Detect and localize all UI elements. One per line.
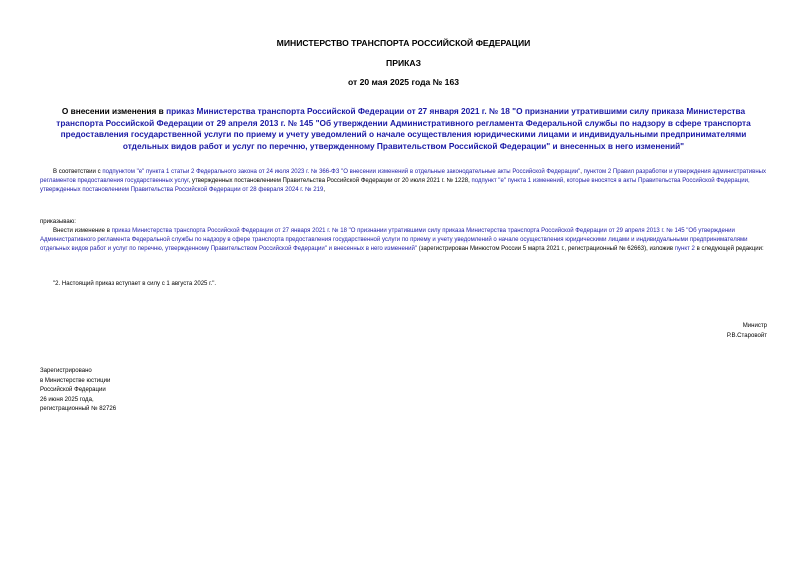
ministry-heading: МИНИСТЕРСТВО ТРАНСПОРТА РОССИЙСКОЙ ФЕДЕРАЦИИ bbox=[276, 38, 531, 48]
signer-name: Р.В.Старовойт bbox=[726, 332, 767, 339]
registration-line-3: Российской Федерации bbox=[40, 387, 106, 394]
signer-position: Министр bbox=[742, 323, 767, 329]
registration-line-1: Зарегистрировано bbox=[40, 368, 92, 374]
document-type: ПРИКАЗ bbox=[386, 58, 421, 68]
registration-line-2: в Министерстве юстиции bbox=[40, 377, 111, 384]
p1-link-federal-law[interactable]: подпунктом "е" пункта 1 статьи 2 Федерального закона от 24 июля 2023 г. № 366-ФЗ "О внесении изменений в отдельные законодательные акты Российской Федерации" bbox=[102, 169, 581, 175]
p3-text-b: (зарегистрирован Минюстом России 5 марта 2021 г., регистрационный № 62663), изложив bbox=[417, 246, 675, 253]
p1-text-d: , bbox=[323, 187, 326, 194]
registration-line-5: регистрационный № 82726 bbox=[40, 406, 117, 413]
document-date-number: от 20 мая 2025 года № 163 bbox=[347, 77, 460, 87]
p3-text-c: в следующей редакции: bbox=[694, 246, 764, 253]
amendment-paragraph bbox=[40, 227, 769, 255]
p1-text-a: В соответствии с bbox=[53, 169, 103, 175]
p3-text-a: Внести изменение в bbox=[53, 228, 112, 234]
order-word: приказываю: bbox=[40, 219, 76, 225]
registration-block bbox=[40, 367, 116, 415]
registration-line-4: 26 июня 2025 года, bbox=[40, 396, 94, 403]
signature-block bbox=[727, 322, 767, 341]
p1-link-changes[interactable]: подпункт "е" пункта 1 изменений, которые вносятся в акты Правительства Российской Федерации, утвержденных постановлением Правительства Российской Федерации от 28 февраля 2024 г. № 219 bbox=[40, 178, 750, 194]
title-prefix: О внесении изменения в bbox=[61, 106, 167, 116]
title-link[interactable]: приказ Министерства транспорта Российской Федерации от 27 января 2021 г. № 18 "О признании утратившими силу приказа Министерства транспорта Российской Федерации от 29 апреля 2013 г. № 145 "Об утверждении Административного регламента Федеральной службы по надзору в сфере транспорта предоставления государственной услуги по приему и учету уведомлений о начале осуществления юридическими лицами и индивидуальными предпринимателями отдельных видов работ и услуг по перечню, утвержденному Правительством Российской Федерации" и внесенных в него изменений" bbox=[56, 106, 751, 151]
p3-link-order[interactable]: приказ Министерства транспорта Российской Федерации от 27 января 2021 г. № 18 "О признании утратившими силу приказа Министерства транспорта Российской Федерации от 29 апреля 2013 г. № 145 "Об утверждении Административного регламента Федеральной службы по надзору в сфере транспорта предоставления государственной услуги по приему и учету уведомлений о начале осуществления юридическими лицами и индивидуальными предпринимателями отдельных видов работ и услуг по перечню, утвержденному Правительством Российской Федерации" и внесенных в него изменений" bbox=[40, 228, 748, 253]
p1-link-rules[interactable]: пунктом 2 Правил разработки и утверждения административных регламентов предоставления государственных услуг bbox=[40, 169, 767, 185]
p1-text-c: , утвержденных постановлением Правительства Российской Федерации от 20 июля 2021 г. № 1228, bbox=[188, 178, 472, 185]
p3-link-point-2[interactable]: пункт 2 bbox=[674, 246, 695, 253]
p1-text-b: , bbox=[580, 169, 584, 175]
preamble-paragraph bbox=[40, 168, 769, 196]
new-wording-paragraph: "2. Настоящий приказ вступает в силу с 1 августа 2025 г.". bbox=[53, 281, 217, 287]
document-title bbox=[40, 106, 767, 152]
